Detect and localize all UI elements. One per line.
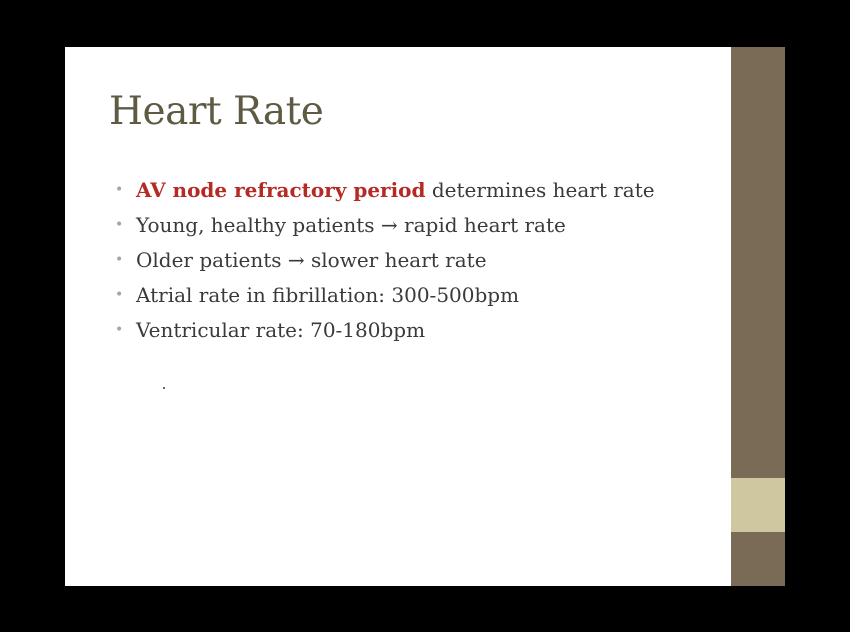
stray-mark: [163, 387, 165, 389]
bullet-text: Young, healthy patients → rapid heart rate: [136, 213, 566, 237]
bullet-dot-icon: •: [115, 322, 124, 338]
bullet-list: [115, 175, 655, 350]
bullet-highlight: AV node refractory period: [136, 178, 426, 202]
bullet-text: Older patients → slower heart rate: [136, 248, 487, 272]
bullet-dot-icon: •: [115, 287, 124, 303]
bullet-item: [115, 210, 655, 245]
bullet-dot-icon: •: [115, 252, 124, 268]
bullet-text: Atrial rate in fibrillation: 300-500bpm: [136, 283, 520, 307]
slide: [65, 47, 785, 586]
bullet-text: determines heart rate: [425, 178, 655, 202]
bullet-dot-icon: •: [115, 182, 124, 198]
slide-side-accent: [731, 478, 785, 532]
bullet-text: Ventricular rate: 70-180bpm: [136, 318, 426, 342]
bullet-item: [115, 245, 655, 280]
bullet-dot-icon: •: [115, 217, 124, 233]
bullet-item: [115, 280, 655, 315]
bullet-item: [115, 175, 655, 210]
bullet-item: [115, 315, 655, 350]
slide-title: Heart Rate: [109, 89, 324, 134]
